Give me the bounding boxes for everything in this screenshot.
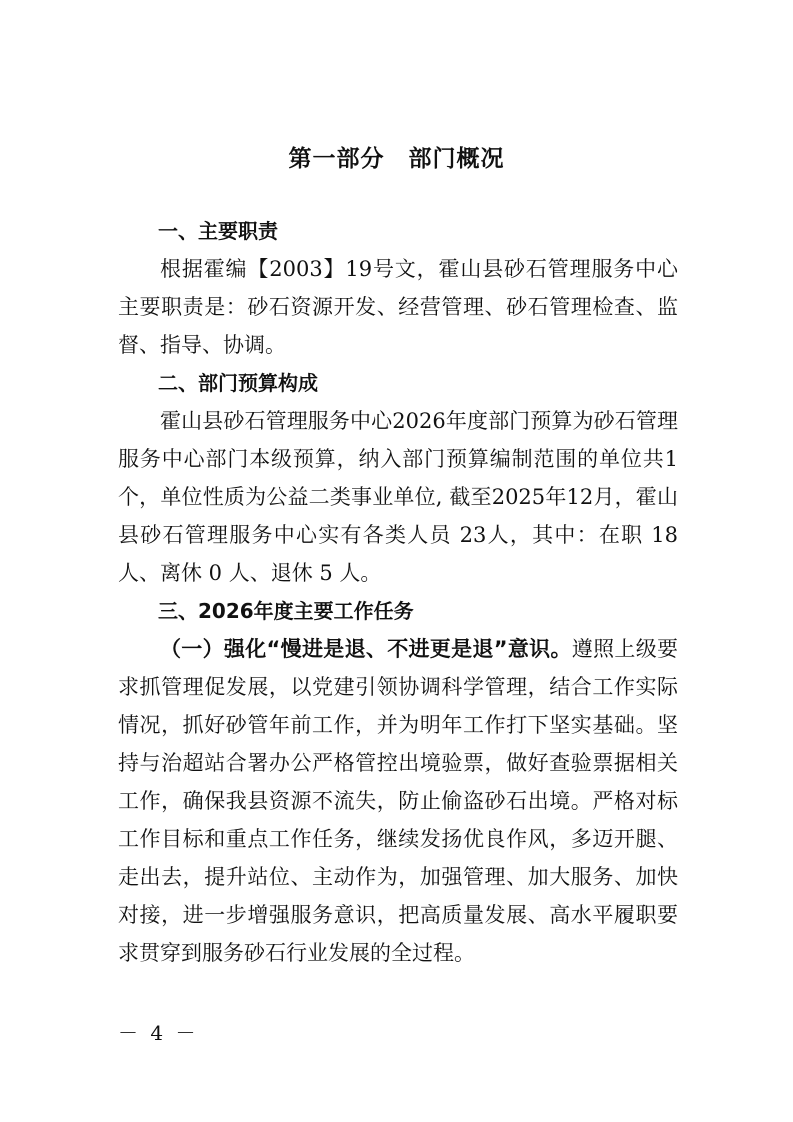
subsection-text: 遵照上级要求抓管理促发展，以党建引领协调科学管理，结合工作实际情况，抓好砂管年前工作，并为明年工作打下坚实基础。坚持与治超站合署办公严格管控出境验票，做好查验票据相关工作，确保我县资源不流失，防止偷盗砂石出境。严格对标工作目标和重点工作任务，继续发扬优良作风，多迈开腿、走出去，提升站位、主动作为，加强管理、加大服务、加快对接，进一步增强服务意识，把高质量发展、高水平履职要求贯穿到服务砂石行业发展的全过程。 bbox=[118, 637, 678, 965]
section-paragraph-tasks bbox=[118, 630, 678, 972]
section-heading-duties: 一、主要职责 bbox=[158, 219, 278, 243]
section-heading-tasks: 三、2026年度主要工作任务 bbox=[158, 599, 414, 623]
section-paragraph-budget: 霍山县砂石管理服务中心2026年度部门预算为砂石管理服务中心部门本级预算，纳入部门预算编制范围的单位共1个，单位性质为公益二类事业单位, 截至2025年12月，霍山县砂石管理服务中心实有各类人员 23人，其中：在职 18人、离休 0 人、退休 5 人。 bbox=[118, 409, 678, 585]
section-paragraph-duties: 根据霍编【2003】19号文，霍山县砂石管理服务中心主要职责是：砂石资源开发、经营管理、砂石管理检查、监督、指导、协调。 bbox=[118, 257, 678, 357]
subsection-heading: （一）强化“慢进是退、不进更是退”意识。 bbox=[160, 637, 572, 661]
document-body bbox=[118, 212, 678, 972]
section-heading-budget: 二、部门预算构成 bbox=[158, 371, 318, 395]
page-number: － 4 － bbox=[118, 1021, 199, 1045]
page-title: 第一部分 部门概况 bbox=[288, 146, 505, 172]
